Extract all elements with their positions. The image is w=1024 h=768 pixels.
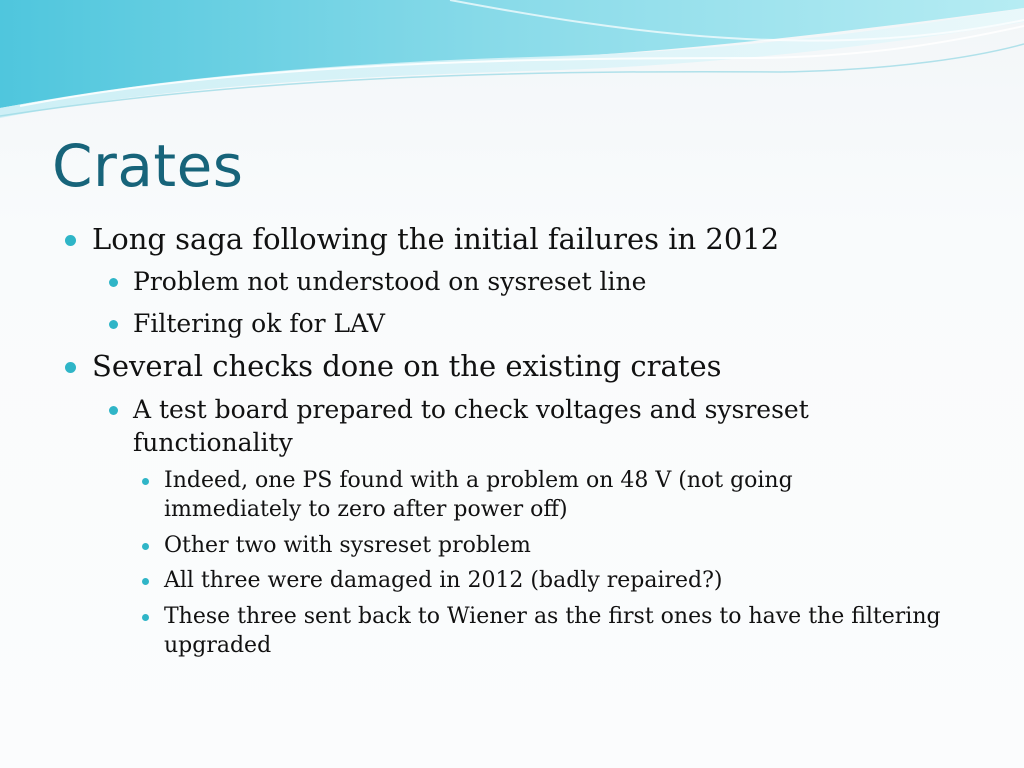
bullet-dot-icon: [65, 362, 76, 373]
bullet-dot-icon: [142, 478, 149, 485]
sub-sub-bullet-item: [164, 466, 844, 524]
sub-sub-bullet-item: [164, 566, 984, 595]
bullet-dot-icon: [142, 614, 149, 621]
bullet-dot-icon: [109, 320, 118, 329]
bullet-text: Other two with sysreset problem: [164, 533, 531, 558]
sub-bullet-item: [133, 307, 993, 340]
bullet-item: [92, 222, 992, 256]
bullet-text: Problem not understood on sysreset line: [133, 267, 647, 296]
sub-bullet-item: [133, 393, 863, 459]
bullet-dot-icon: [142, 578, 149, 585]
bullet-dot-icon: [65, 235, 76, 246]
bullet-dot-icon: [142, 543, 149, 550]
bullet-text: Long saga following the initial failures in 2012: [92, 222, 780, 256]
bullet-text: All three were damaged in 2012 (badly repaired?): [164, 568, 723, 593]
sub-bullet-item: [133, 265, 993, 298]
bullet-item: [92, 349, 992, 383]
bullet-text: A test board prepared to check voltages and sysreset functionality: [133, 395, 809, 457]
bullet-text: Filtering ok for LAV: [133, 309, 385, 338]
slide-title: Crates: [52, 132, 244, 200]
bullet-dot-icon: [109, 278, 118, 287]
bullet-text: Indeed, one PS found with a problem on 48 V (not going immediately to zero after power off): [164, 468, 793, 522]
sub-sub-bullet-item: [164, 531, 984, 560]
bullet-text: Several checks done on the existing crates: [92, 349, 722, 383]
bullet-dot-icon: [109, 406, 118, 415]
header-wave-decoration: [0, 0, 1024, 130]
bullet-text: These three sent back to Wiener as the first ones to have the filtering upgraded: [164, 604, 941, 658]
sub-sub-bullet-item: [164, 602, 984, 660]
